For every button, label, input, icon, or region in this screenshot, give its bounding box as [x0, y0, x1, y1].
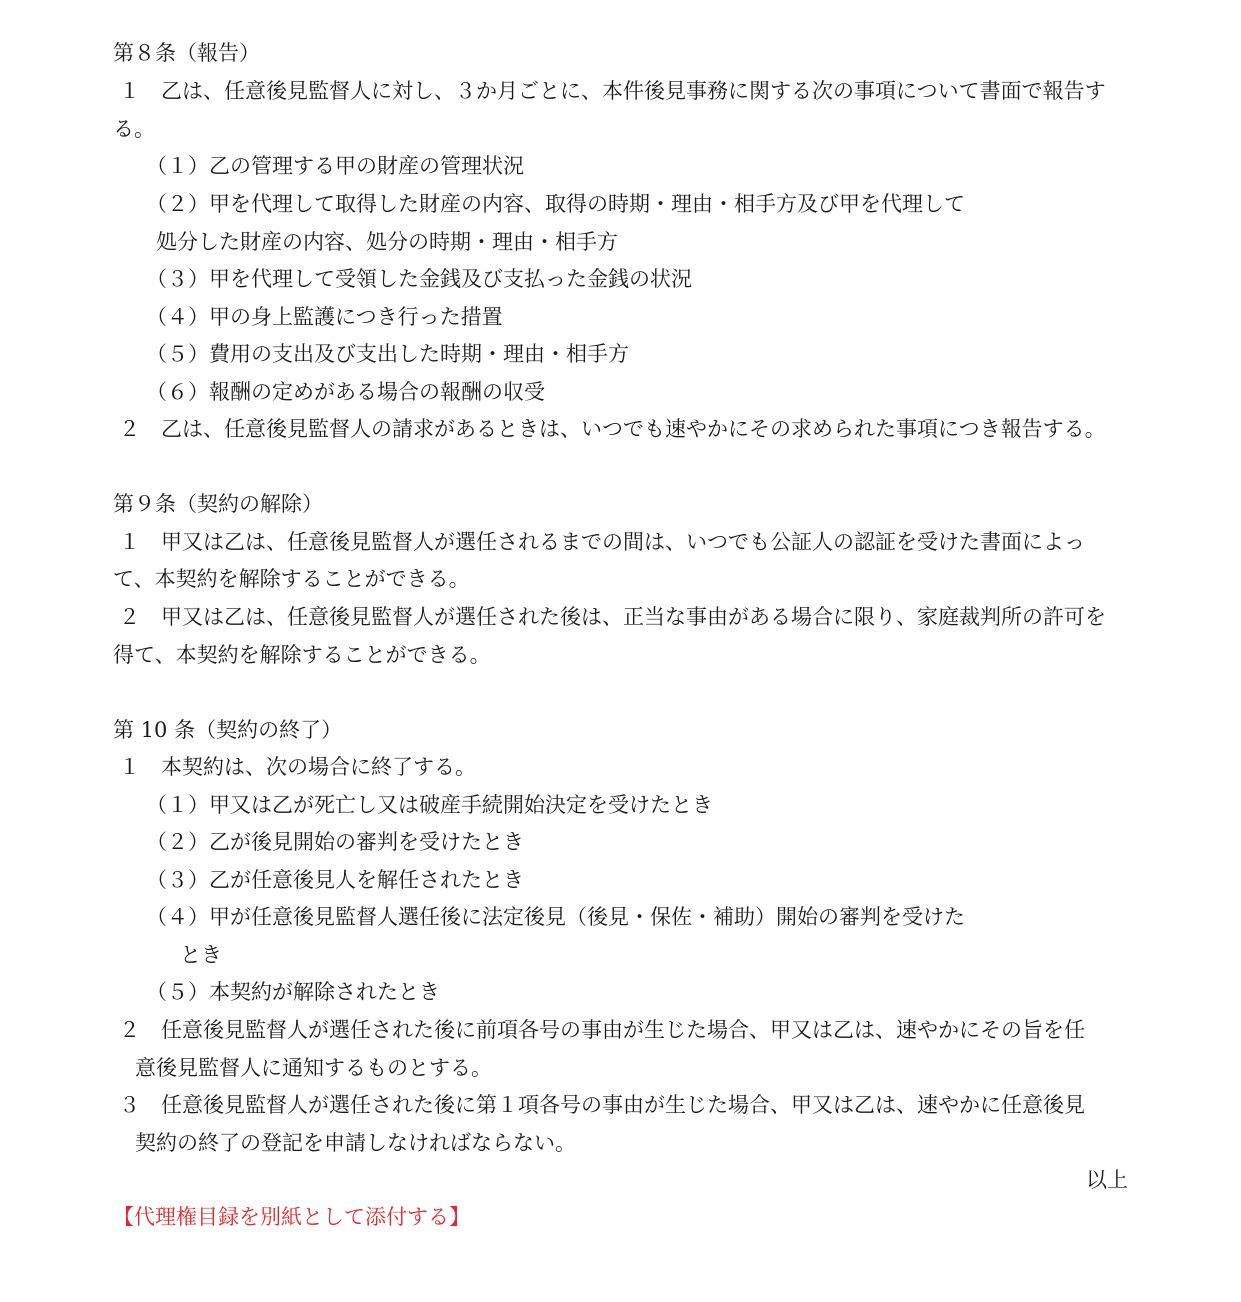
article-9-paragraph-1-continued: て、本契約を解除することができる。	[113, 567, 470, 591]
paragraph-text: 乙は、任意後見監督人の請求があるときは、いつでも速やかにその求められた事項につき報告する。	[161, 417, 1106, 441]
paragraph-text: 任意後見監督人が選任された後に前項各号の事由が生じた場合、甲又は乙は、速やかにその旨を任	[161, 1018, 1085, 1042]
paragraph-text: 甲又は乙は、任意後見監督人が選任された後は、正当な事由がある場合に限り、家庭裁判所の許可を	[161, 605, 1106, 629]
article-8-item-2: （２）甲を代理して取得した財産の内容、取得の時期・理由・相手方及び甲を代理して	[146, 192, 965, 216]
article-10-item-4: （４）甲が任意後見監督人選任後に法定後見（後見・保佐・補助）開始の審判を受けた	[146, 905, 965, 929]
article-9-paragraph-2	[119, 602, 1106, 632]
article-9-paragraph-1	[119, 527, 1085, 557]
article-9-heading: 第９条（契約の解除）	[113, 492, 323, 516]
article-10-paragraph-1	[119, 752, 476, 782]
article-10-paragraph-2	[119, 1015, 1085, 1045]
paragraph-number: １	[119, 79, 140, 103]
article-10-item-5: （５）本契約が解除されたとき	[146, 980, 440, 1004]
article-8-paragraph-1-continued: る。	[113, 117, 155, 141]
article-8-item-5: （５）費用の支出及び支出した時期・理由・相手方	[146, 342, 629, 366]
article-10-heading: 第 10 条（契約の終了）	[113, 718, 343, 742]
article-10-paragraph-2-continued: 意後見監督人に通知するものとする。	[135, 1056, 492, 1080]
article-10-item-1: （１）甲又は乙が死亡し又は破産手続開始決定を受けたとき	[146, 793, 713, 817]
closing-mark: 以上	[1086, 1168, 1128, 1192]
article-8-item-1: （１）乙の管理する甲の財産の管理状況	[146, 154, 524, 178]
article-10-paragraph-3	[119, 1090, 1085, 1120]
article-8-paragraph-1	[119, 76, 1106, 106]
article-8-paragraph-2	[119, 414, 1106, 444]
article-10-item-2: （２）乙が後見開始の審判を受けたとき	[146, 830, 524, 854]
paragraph-number: ２	[119, 605, 140, 629]
article-8-item-4: （４）甲の身上監護につき行った措置	[146, 305, 503, 329]
article-10-item-4-continued: とき	[180, 943, 222, 967]
article-9-paragraph-2-continued: 得て、本契約を解除することができる。	[113, 643, 491, 667]
attachment-note: 【代理権目録を別紙として添付する】	[113, 1205, 470, 1229]
paragraph-text: 本契約は、次の場合に終了する。	[161, 755, 476, 779]
paragraph-number: １	[119, 755, 140, 779]
article-10-item-3: （３）乙が任意後見人を解任されたとき	[146, 868, 524, 892]
paragraph-text: 任意後見監督人が選任された後に第１項各号の事由が生じた場合、甲又は乙は、速やかに任意後見	[161, 1093, 1085, 1117]
article-8-item-3: （３）甲を代理して受領した金銭及び支払った金銭の状況	[146, 267, 692, 291]
article-8-item-6: （６）報酬の定めがある場合の報酬の収受	[146, 380, 545, 404]
paragraph-number: ３	[119, 1093, 140, 1117]
article-8-heading: 第８条（報告）	[113, 41, 260, 65]
paragraph-number: ２	[119, 417, 140, 441]
article-8-item-2-continued: 処分した財産の内容、処分の時期・理由・相手方	[156, 230, 618, 254]
paragraph-number: １	[119, 530, 140, 554]
paragraph-text: 乙は、任意後見監督人に対し、３か月ごとに、本件後見事務に関する次の事項について書面で報告す	[161, 79, 1106, 103]
article-10-paragraph-3-continued: 契約の終了の登記を申請しなければならない。	[135, 1131, 576, 1155]
paragraph-text: 甲又は乙は、任意後見監督人が選任されるまでの間は、いつでも公証人の認証を受けた書面によっ	[161, 530, 1085, 554]
paragraph-number: ２	[119, 1018, 140, 1042]
